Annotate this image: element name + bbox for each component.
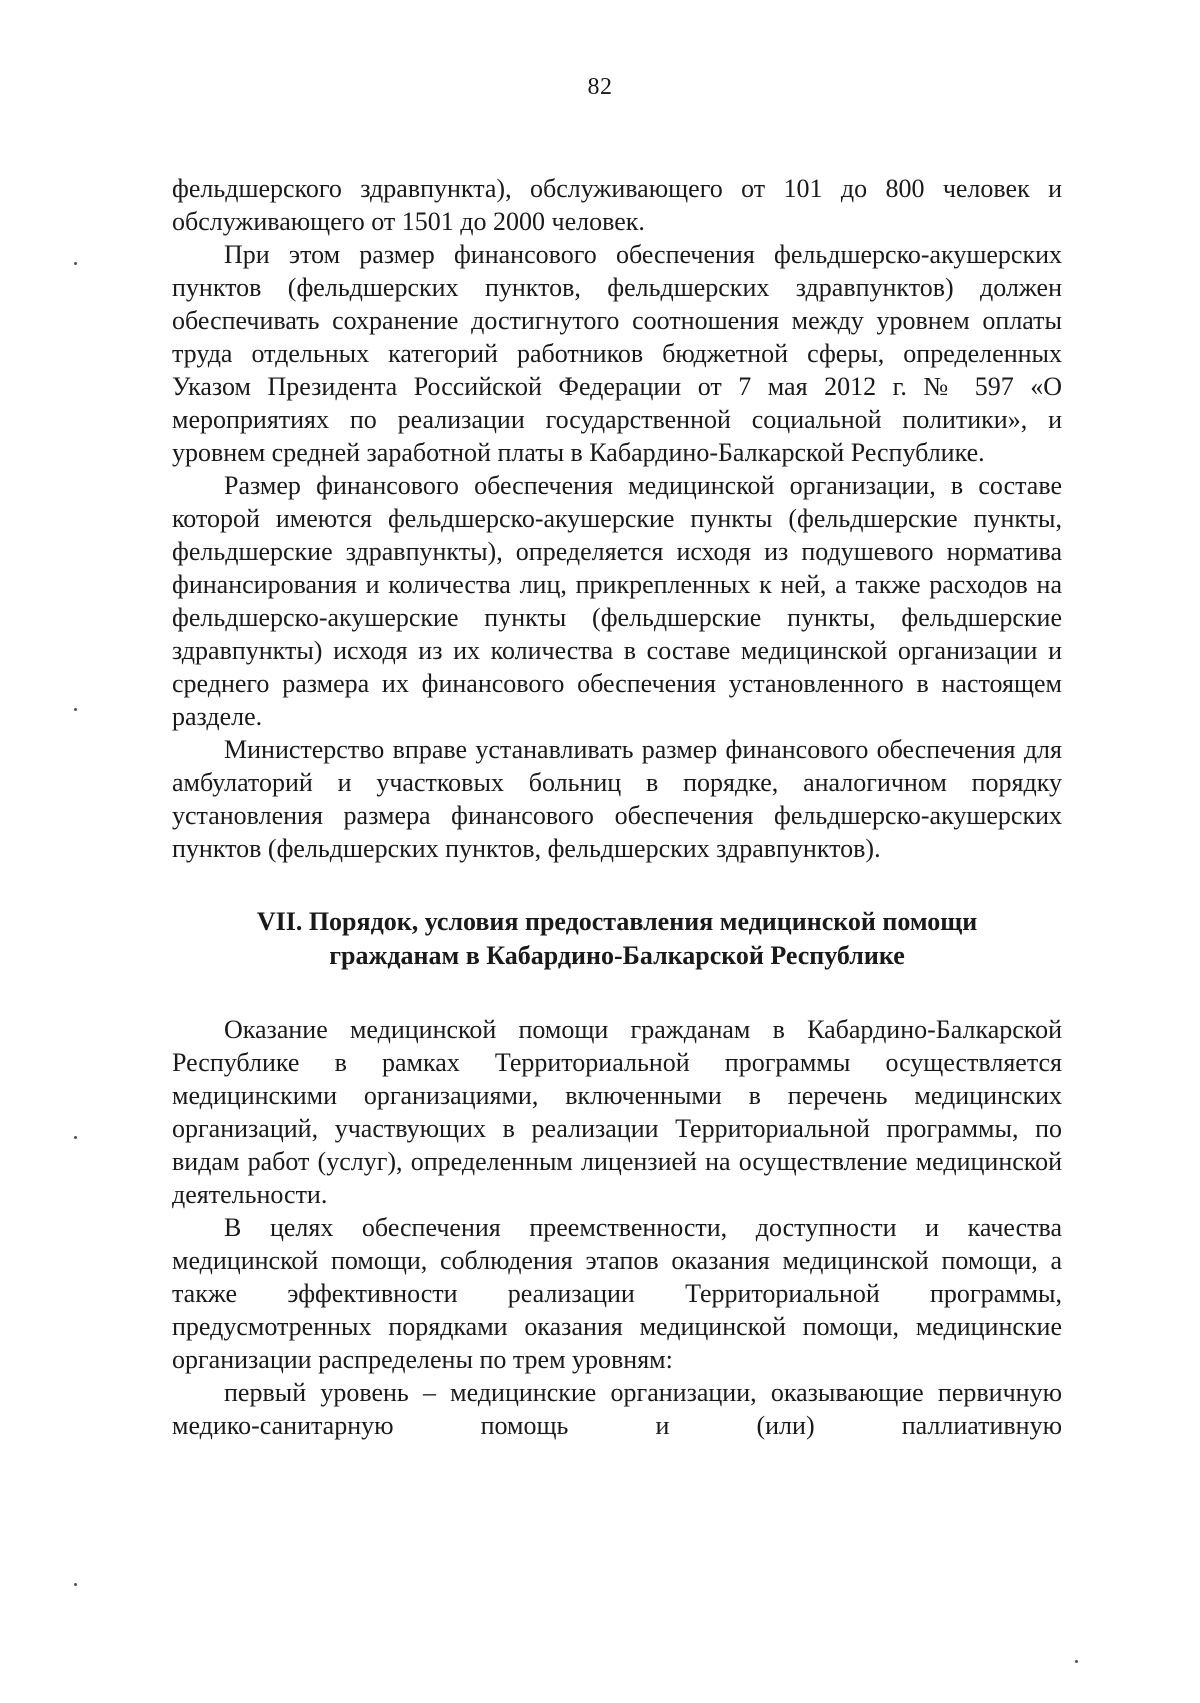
paragraph-6: В целях обеспечения преемственности, доступности и качества медицинской помощи, соблюдения этапов оказания медицинской помощи, а также эффективности реализации Территориальной программы, предусмотренных порядками оказания медицинской помощи, медицинские организации распределены по трем уровням: — [172, 1213, 1062, 1374]
paragraph-5: Оказание медицинской помощи гражданам в Кабардино-Балкарской Республике в рамках Территориальной программы осуществляется медицинскими организациями, включенными в перечень медицинских организаций, участвующих в реализации Территориальной программы, по видам работ (услуг), определенным лицензией на осуществление медицинской деятельности. — [172, 1015, 1062, 1209]
section-heading-line-2: гражданам в Кабардино-Балкарской Республике — [329, 941, 905, 970]
scan-speck — [74, 1583, 77, 1586]
paragraph-2: При этом размер финансового обеспечения фельдшерско-акушерских пунктов (фельдшерских пунктов, фельдшерских здравпунктов) должен обеспечивать сохранение достигнутого соотношения между уровнем оплаты труда отдельных категорий работников бюджетной сферы, определенных Указом Президента Российской Федерации от 7 мая 2012 г. № 597 «О мероприятиях по реализации государственной социальной политики», и уровнем средней заработной платы в Кабардино-Балкарской Республике. — [172, 240, 1062, 467]
scan-speck — [74, 262, 77, 265]
section-heading — [172, 905, 1062, 973]
scan-speck — [74, 1136, 77, 1139]
scan-speck — [1075, 1660, 1078, 1663]
paragraph-4: Министерство вправе устанавливать размер финансового обеспечения для амбулаторий и участковых больниц в порядке, аналогичном порядку установления размера финансового обеспечения фельдшерско-акушерских пунктов (фельдшерских пунктов, фельдшерских здравпунктов). — [172, 735, 1062, 863]
paragraph-7: первый уровень – медицинские организации, оказывающие первичную медико-санитарную помощь и (или) паллиативную — [172, 1378, 1062, 1440]
paragraph-1: фельдшерского здравпункта), обслуживающего от 101 до 800 человек и обслуживающего от 1501 до 2000 человек. — [172, 174, 1062, 236]
paragraph-3: Размер финансового обеспечения медицинской организации, в составе которой имеются фельдшерско-акушерские пункты (фельдшерские пункты, фельдшерские здравпункты), определяется исходя из подушевого норматива финансирования и количества лиц, прикрепленных к ней, а также расходов на фельдшерско-акушерские пункты (фельдшерские пункты, фельдшерские здравпункты) исходя из их количества в составе медицинской организации и среднего размера их финансового обеспечения установленного в настоящем разделе. — [172, 471, 1062, 731]
scan-speck — [74, 708, 77, 711]
document-body — [172, 172, 1062, 1442]
section-heading-line-1: VII. Порядок, условия предоставления медицинской помощи — [256, 907, 978, 936]
page-number: 82 — [587, 74, 613, 100]
